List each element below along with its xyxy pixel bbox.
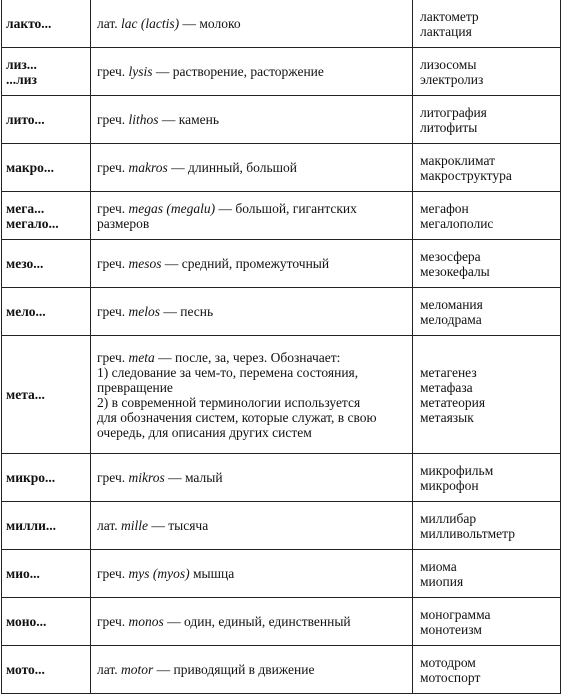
origin-line: [97, 256, 406, 271]
example-word: мегафон: [420, 200, 469, 216]
origin-line: [97, 112, 406, 127]
prefix-text: милли...: [6, 518, 57, 533]
origin-line: [97, 16, 406, 31]
meaning-text: — тысяча: [151, 518, 209, 533]
source-word: lithos: [128, 112, 159, 127]
prefix-cell: [2, 240, 91, 288]
origin-text: для обозначения систем, которые служат, в свою: [97, 409, 377, 425]
origin-line: [97, 518, 406, 533]
example-word: монограмма: [420, 606, 491, 622]
language-abbr: греч.: [97, 304, 126, 319]
language-abbr: греч.: [97, 112, 126, 127]
language-abbr: греч.: [97, 566, 126, 581]
prefix-text: лиз...: [6, 56, 37, 72]
example-word: лактометр: [420, 8, 479, 24]
table-row: [2, 454, 561, 502]
prefix-text: лито...: [6, 112, 45, 127]
example-word: метатеория: [420, 394, 486, 410]
origin-cell: [91, 288, 413, 336]
origin-cell: [91, 336, 413, 454]
example-word: метаязык: [420, 409, 474, 425]
source-word: lysis: [128, 64, 153, 79]
example-word: мегалополис: [420, 215, 494, 231]
examples-cell: [413, 48, 561, 96]
origin-line: [97, 614, 406, 629]
example-word: мезокефалы: [420, 263, 490, 279]
origin-line: [97, 304, 406, 319]
prefix-text: моно...: [6, 614, 47, 629]
prefix-cell: [2, 96, 91, 144]
examples-cell: [413, 502, 561, 550]
origin-line: [97, 470, 406, 485]
origin-text: 1) следование за чем-то, перемена состояния,: [97, 364, 359, 380]
example-word: меломания: [420, 296, 483, 312]
source-word: mikros: [128, 470, 165, 485]
prefix-cell: [2, 192, 91, 240]
prefix-cell: [2, 144, 91, 192]
examples-cell: [413, 646, 561, 694]
origin-line: [97, 380, 406, 395]
examples-cell: [413, 336, 561, 454]
source-word: mys (myos): [128, 566, 190, 581]
example-word: макроклимат: [420, 152, 496, 168]
origin-line: [97, 410, 406, 425]
source-word: makros: [128, 160, 168, 175]
origin-line: [97, 216, 406, 231]
example-word: мотоспорт: [420, 669, 481, 685]
origin-line: [97, 201, 406, 216]
origin-cell: [91, 144, 413, 192]
table-row: [2, 192, 561, 240]
origin-cell: [91, 502, 413, 550]
origin-text: размеров: [97, 215, 150, 231]
origin-line: [97, 566, 406, 581]
table-row: [2, 0, 561, 48]
example-word: метафаза: [420, 379, 473, 395]
examples-cell: [413, 454, 561, 502]
source-word: mesos: [128, 256, 162, 271]
table-row: [2, 336, 561, 454]
language-abbr: греч.: [97, 200, 126, 216]
example-word: мелодрама: [420, 311, 482, 327]
meaning-text: — длинный, большой: [171, 160, 298, 175]
prefix-cell: [2, 288, 91, 336]
origin-cell: [91, 454, 413, 502]
language-abbr: греч.: [97, 160, 126, 175]
source-word: lac (lactis): [121, 16, 180, 31]
prefix-text: мега...: [6, 200, 45, 216]
table-row: [2, 240, 561, 288]
prefix-cell: [2, 48, 91, 96]
table-row: [2, 646, 561, 694]
prefix-cell: [2, 502, 91, 550]
example-word: электролиз: [420, 71, 484, 87]
origin-cell: [91, 240, 413, 288]
prefix-cell: [2, 550, 91, 598]
prefix-text: мело...: [6, 304, 46, 319]
table-row: [2, 144, 561, 192]
origin-cell: [91, 550, 413, 598]
origin-line: [97, 365, 406, 380]
prefix-text: мезо...: [6, 256, 44, 271]
examples-cell: [413, 96, 561, 144]
example-word: лактация: [420, 23, 472, 39]
table-row: [2, 550, 561, 598]
table-row: [2, 598, 561, 646]
source-word: meta: [128, 349, 155, 365]
origin-line: [97, 395, 406, 410]
language-abbr: лат.: [97, 518, 118, 533]
prefix-text: лакто...: [6, 16, 52, 31]
origin-cell: [91, 48, 413, 96]
language-abbr: лат.: [97, 16, 118, 31]
examples-cell: [413, 0, 561, 48]
origin-line: [97, 350, 406, 365]
language-abbr: греч.: [97, 349, 126, 365]
meaning-text: — средний, промежуточный: [164, 256, 330, 271]
examples-cell: [413, 240, 561, 288]
example-word: литофиты: [420, 119, 478, 135]
example-word: литография: [420, 104, 487, 120]
table-row: [2, 502, 561, 550]
origin-cell: [91, 96, 413, 144]
table-row: [2, 48, 561, 96]
examples-cell: [413, 288, 561, 336]
prefix-text: мото...: [6, 662, 45, 677]
prefix-cell: [2, 0, 91, 48]
source-word: motor: [121, 662, 154, 677]
example-word: микрофон: [420, 477, 479, 493]
prefix-text: микро...: [6, 470, 56, 485]
example-word: милливольтметр: [420, 525, 515, 541]
origin-text: превращение: [97, 379, 173, 395]
source-word: monos: [128, 614, 164, 629]
meaning-text: — малый: [168, 470, 223, 485]
prefix-cell: [2, 454, 91, 502]
example-word: мотодром: [420, 654, 476, 670]
origin-cell: [91, 598, 413, 646]
language-abbr: греч.: [97, 614, 126, 629]
language-abbr: лат.: [97, 662, 118, 677]
origin-cell: [91, 192, 413, 240]
prefix-cell: [2, 646, 91, 694]
meaning-text: — после, за, через. Обозначает:: [158, 349, 341, 365]
source-word: megas (megalu): [128, 200, 216, 216]
origin-text: очередь, для описания других систем: [97, 424, 312, 440]
prefix-text: мегало...: [6, 215, 59, 231]
source-word: melos: [128, 304, 160, 319]
example-word: макроструктура: [420, 167, 512, 183]
prefix-text: мио...: [6, 566, 40, 581]
origin-cell: [91, 646, 413, 694]
prefix-text: мета...: [6, 387, 45, 402]
prefix-cell: [2, 336, 91, 454]
origin-cell: [91, 0, 413, 48]
meaning-text: мышца: [192, 566, 235, 581]
examples-cell: [413, 550, 561, 598]
prefix-text: ...лиз: [6, 71, 37, 87]
origin-line: [97, 425, 406, 440]
meaning-text: — один, единый, единственный: [167, 614, 351, 629]
examples-cell: [413, 192, 561, 240]
table-row: [2, 288, 561, 336]
origin-line: [97, 662, 406, 677]
meaning-text: — камень: [161, 112, 220, 127]
meaning-text: — молоко: [182, 16, 241, 31]
examples-cell: [413, 144, 561, 192]
meaning-text: — приводящий в движение: [156, 662, 315, 677]
table-row: [2, 96, 561, 144]
example-word: миома: [420, 558, 457, 574]
example-word: монотеизм: [420, 621, 482, 637]
example-word: миллибар: [420, 510, 477, 526]
example-word: микрофильм: [420, 462, 494, 478]
prefix-table-body: [2, 0, 561, 694]
origin-line: [97, 160, 406, 175]
prefix-text: макро...: [6, 160, 55, 175]
prefix-table: [1, 0, 561, 694]
origin-text: 2) в современной терминологии используется: [97, 394, 361, 410]
language-abbr: греч.: [97, 64, 126, 79]
language-abbr: греч.: [97, 470, 126, 485]
example-word: миопия: [420, 573, 464, 589]
origin-line: [97, 64, 406, 79]
examples-cell: [413, 598, 561, 646]
meaning-text: — песнь: [163, 304, 214, 319]
example-word: лизосомы: [420, 56, 477, 72]
meaning-text: — растворение, расторжение: [155, 64, 324, 79]
example-word: метагенез: [420, 364, 477, 380]
example-word: мезосфера: [420, 248, 481, 264]
prefix-cell: [2, 598, 91, 646]
source-word: mille: [121, 518, 149, 533]
language-abbr: греч.: [97, 256, 126, 271]
meaning-text: — большой, гигантских: [218, 200, 357, 216]
